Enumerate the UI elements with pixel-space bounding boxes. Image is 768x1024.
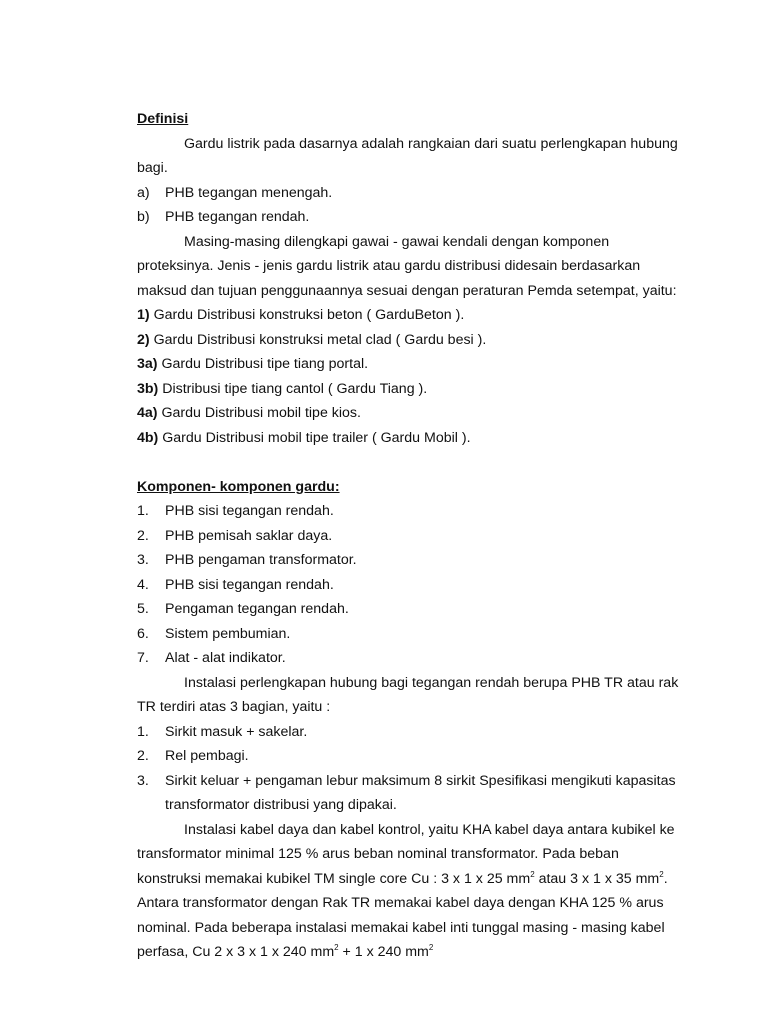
list-label: 3. (137, 772, 149, 789)
jenis-gardu-item (137, 401, 682, 426)
superscript: 2 (659, 869, 664, 879)
list-label: 3. (137, 552, 149, 568)
jenis-label: 3a) (137, 356, 158, 372)
jenis-text: Gardu Distribusi mobil tipe kios. (161, 405, 361, 421)
list-label: 6. (137, 625, 149, 642)
list-text: PHB tegangan rendah. (165, 209, 310, 225)
list-text: PHB sisi tegangan rendah. (165, 576, 334, 593)
list-text: Alat - alat indikator. (165, 650, 286, 666)
list-item (137, 573, 682, 598)
jenis-text: Gardu Distribusi konstruksi metal clad ( Gardu besi ). (153, 331, 487, 348)
document-body (137, 107, 682, 965)
list-text: Pengaman tegangan rendah. (165, 601, 349, 617)
instalasi-paragraph: Instalasi perlengkapan hubung bagi tegangan rendah berupa PHB TR atau rak TR terdiri atas 3 bagian, yaitu : (137, 674, 679, 715)
list-item (137, 622, 682, 647)
list-text: Sirkit keluar + pengaman lebur maksimum 8 sirkit Spesifikasi mengikuti kapasitas transformator distribusi yang dipakai. (165, 772, 676, 813)
superscript: 2 (428, 943, 434, 952)
jenis-gardu-item (137, 328, 682, 353)
list-label: b) (137, 209, 150, 225)
list-label: a) (137, 184, 150, 201)
list-label: 1. (137, 503, 149, 519)
list-item (137, 548, 682, 573)
kabel-text: atau 3 x 1 x 35 mm (534, 870, 660, 887)
list-text: PHB pemisah saklar daya. (165, 527, 333, 544)
superscript: 2 (334, 943, 339, 952)
list-item (137, 646, 682, 671)
list-text: Sistem pembumian. (165, 625, 291, 642)
definisi-heading: Definisi (137, 111, 189, 127)
list-label: 2. (137, 527, 149, 544)
jenis-text: Gardu Distribusi mobil tipe trailer ( Gardu Mobil ). (162, 429, 471, 446)
list-text: Sirkit masuk + sakelar. (165, 723, 308, 740)
list-item (137, 769, 682, 818)
list-text: Rel pembagi. (165, 748, 249, 764)
jenis-label: 4a) (137, 405, 158, 421)
definisi-paragraph: Masing-masing dilengkapi gawai - gawai kendali dengan komponen proteksinya. Jenis - jenis gardu listrik atau gardu distribusi didesain berdasarkan maksud dan tujuan penggunaannya sesuai dengan peraturan Pemda setempat, yaitu: (137, 233, 677, 299)
list-text: PHB tegangan menengah. (165, 184, 333, 201)
list-text: PHB pengaman transformator. (165, 552, 357, 568)
jenis-label: 2) (137, 331, 150, 348)
list-label: 2. (137, 748, 149, 764)
jenis-gardu-item (137, 377, 682, 402)
kabel-text: Instalasi kabel daya dan kabel kontrol, yaitu KHA kabel daya antara kubikel ke transformator minimal 125 % arus beban nominal transformator. Pada beban konstruksi memakai kubikel TM single core Cu : 3 x 1 x 25 mm (137, 821, 675, 887)
definisi-intro: Gardu listrik pada dasarnya adalah rangkaian dari suatu perlengkapan hubung bagi. (137, 135, 678, 176)
jenis-label: 3b) (137, 380, 159, 397)
superscript: 2 (530, 869, 535, 879)
jenis-text: Gardu Distribusi konstruksi beton ( GarduBeton ). (153, 307, 465, 323)
section-spacer (137, 450, 682, 475)
jenis-gardu-item (137, 426, 682, 451)
list-item (137, 205, 682, 230)
jenis-text: Distribusi tipe tiang cantol ( Gardu Tiang ). (162, 380, 428, 397)
list-item (137, 524, 682, 549)
list-text: PHB sisi tegangan rendah. (165, 503, 334, 519)
list-item (137, 181, 682, 206)
komponen-heading: Komponen- komponen gardu: (137, 478, 340, 495)
jenis-text: Gardu Distribusi tipe tiang portal. (161, 356, 369, 372)
list-label: 5. (137, 601, 149, 617)
kabel-text: . Antara transformator dengan Rak TR memakai kabel daya dengan KHA 125 % arus nominal. Pada beberapa instalasi memakai kabel inti tunggal masing - masing kabel perfasa, Cu 2 x 3 x 1 x 240 mm (137, 870, 668, 960)
jenis-gardu-item (137, 303, 682, 328)
list-label: 4. (137, 576, 149, 593)
list-item (137, 499, 682, 524)
jenis-gardu-item (137, 352, 682, 377)
kabel-text: + 1 x 240 mm (338, 944, 429, 960)
list-label: 1. (137, 723, 149, 740)
list-item (137, 744, 682, 769)
jenis-label: 4b) (137, 429, 159, 446)
list-item (137, 720, 682, 745)
kabel-paragraph (137, 818, 682, 965)
jenis-label: 1) (137, 307, 150, 323)
list-item (137, 597, 682, 622)
list-label: 7. (137, 650, 149, 666)
